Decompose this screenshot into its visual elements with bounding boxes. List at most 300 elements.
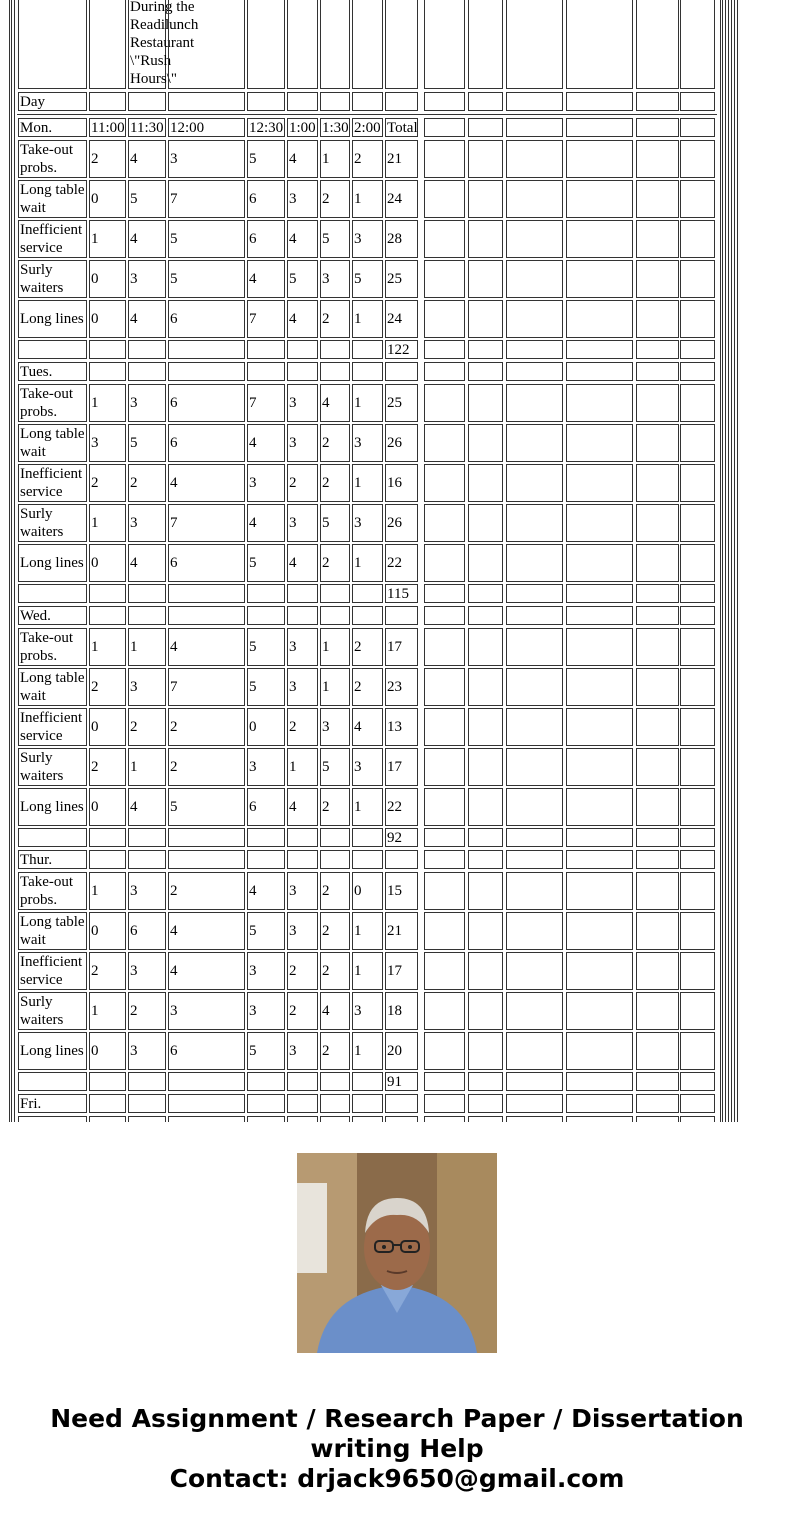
table-cell: 5	[287, 260, 318, 298]
table-cell	[352, 340, 383, 359]
table-cell: 26	[385, 424, 418, 462]
table-cell: 21	[385, 912, 418, 950]
table-cell	[89, 1094, 126, 1113]
table-cell	[320, 0, 350, 89]
table-cell: 3	[287, 424, 318, 462]
table-cell	[468, 544, 503, 582]
table-cell: 2	[352, 140, 383, 178]
table-row	[17, 464, 717, 502]
table-cell	[680, 424, 715, 462]
table-cell: 4	[168, 952, 245, 990]
table-cell: 5	[168, 788, 245, 826]
table-cell	[424, 1094, 465, 1113]
table-cell	[18, 1072, 87, 1091]
table-cell	[566, 340, 633, 359]
table-cell	[566, 424, 633, 462]
table-cell	[352, 1094, 383, 1113]
table-cell: 25	[385, 384, 418, 422]
table-cell	[424, 952, 465, 990]
table-cell	[636, 1072, 679, 1091]
table-cell: 1	[352, 788, 383, 826]
table-cell: 1	[89, 628, 126, 666]
table-cell: 3	[352, 504, 383, 542]
table-cell	[320, 828, 350, 847]
table-cell: Long table wait	[18, 424, 87, 462]
table-cell: 3	[320, 708, 350, 746]
table-cell: 5	[247, 1032, 285, 1070]
table-cell: 5	[168, 220, 245, 258]
table-cell: 5	[320, 748, 350, 786]
table-cell	[636, 92, 679, 111]
table-cell	[247, 1072, 285, 1091]
table-cell	[320, 92, 350, 111]
table-cell: 2	[287, 464, 318, 502]
table-cell: 5	[352, 260, 383, 298]
table-cell: 1:00	[287, 118, 318, 137]
table-cell	[506, 992, 563, 1030]
table-cell: 5	[247, 668, 285, 706]
table-cell: 3	[128, 504, 166, 542]
table-cell	[18, 828, 87, 847]
table-cell	[506, 584, 563, 603]
table-cell: Long lines	[18, 788, 87, 826]
table-cell	[506, 300, 563, 338]
day-label-row	[17, 92, 717, 111]
table-cell: 3	[168, 992, 245, 1030]
table-cell	[680, 260, 715, 298]
table-cell	[566, 504, 633, 542]
table-header-row	[17, 0, 717, 89]
table-cell: 25	[385, 260, 418, 298]
table-cell	[636, 748, 679, 786]
day-header-row	[17, 850, 717, 869]
table-cell: During the Readilunch Restaurant \"Rush Hours\"	[128, 0, 166, 89]
table-cell	[566, 140, 633, 178]
table-cell	[320, 850, 350, 869]
table-cell	[424, 584, 465, 603]
table-cell: 5	[320, 504, 350, 542]
table-cell	[566, 992, 633, 1030]
table-row	[17, 992, 717, 1030]
table-cell: Take-out probs.	[18, 628, 87, 666]
table-cell	[680, 584, 715, 603]
table-cell	[352, 1072, 383, 1091]
table-row	[17, 748, 717, 786]
table-cell	[680, 180, 715, 218]
table-cell	[506, 544, 563, 582]
table-cell: 5	[320, 220, 350, 258]
table-cell	[168, 92, 245, 111]
table-cell	[636, 788, 679, 826]
table-cell	[468, 1032, 503, 1070]
table-cell: 11:00	[91, 119, 125, 136]
table-cell	[287, 0, 318, 89]
table-cell: 2	[287, 952, 318, 990]
table-cell: 2	[320, 872, 350, 910]
table-cell: 11:30	[128, 118, 166, 137]
table-cell	[636, 828, 679, 847]
table-cell	[424, 1032, 465, 1070]
table-cell	[247, 1094, 285, 1113]
table-cell: 3	[247, 464, 285, 502]
table-cell: 2	[352, 628, 383, 666]
table-cell: 3	[320, 260, 350, 298]
table-cell: 2	[168, 708, 245, 746]
table-cell: Long lines	[18, 300, 87, 338]
day-total-row	[17, 584, 717, 603]
table-cell	[128, 362, 166, 381]
table-cell	[352, 828, 383, 847]
table-cell	[506, 952, 563, 990]
table-cell	[385, 850, 418, 869]
table-cell	[636, 952, 679, 990]
table-cell	[566, 0, 633, 89]
table-cell	[506, 260, 563, 298]
table-cell	[424, 0, 465, 89]
table-cell	[89, 362, 126, 381]
promo-footer	[0, 1122, 794, 1523]
table-cell	[168, 362, 245, 381]
table-cell	[636, 544, 679, 582]
table-cell: 6	[168, 544, 245, 582]
table-cell	[287, 1072, 318, 1091]
table-cell	[506, 424, 563, 462]
table-cell	[566, 850, 633, 869]
table-cell: 28	[385, 220, 418, 258]
table-cell	[168, 340, 245, 359]
table-cell	[287, 828, 318, 847]
table-cell: 18	[385, 992, 418, 1030]
table-cell	[506, 92, 563, 111]
table-cell: 6	[128, 912, 166, 950]
table-cell: 1	[128, 748, 166, 786]
table-cell	[566, 748, 633, 786]
cta-line-1: Need Assignment / Research Paper / Dissertation	[50, 1404, 744, 1433]
table-cell	[636, 628, 679, 666]
table-cell: 16	[385, 464, 418, 502]
table-cell	[385, 0, 418, 89]
table-cell	[424, 668, 465, 706]
table-cell: 2	[320, 952, 350, 990]
table-cell: 22	[385, 788, 418, 826]
table-cell	[287, 340, 318, 359]
table-cell	[680, 0, 715, 89]
table-cell	[636, 362, 679, 381]
table-cell: Mon.	[18, 118, 87, 137]
table-cell	[680, 912, 715, 950]
table-cell	[424, 1072, 465, 1091]
table-cell: Surly waiters	[18, 260, 87, 298]
table-cell: Long table wait	[18, 180, 87, 218]
table-cell: 5	[247, 912, 285, 950]
table-cell	[680, 220, 715, 258]
table-cell: 1	[287, 748, 318, 786]
table-cell: 2	[287, 708, 318, 746]
table-cell	[566, 912, 633, 950]
table-cell	[385, 362, 418, 381]
table-cell: 24	[385, 300, 418, 338]
table-cell: Surly waiters	[18, 748, 87, 786]
table-cell	[468, 584, 503, 603]
table-cell: 4	[128, 140, 166, 178]
table-cell	[680, 464, 715, 502]
table-cell	[636, 504, 679, 542]
table-row	[17, 220, 717, 258]
table-cell	[636, 708, 679, 746]
table-cell	[636, 992, 679, 1030]
table-cell	[424, 140, 465, 178]
table-cell	[506, 912, 563, 950]
table-cell: 3	[168, 140, 245, 178]
table-cell: 2	[128, 464, 166, 502]
table-cell	[168, 584, 245, 603]
table-cell	[320, 1072, 350, 1091]
table-cell	[506, 628, 563, 666]
table-cell: 15	[385, 872, 418, 910]
table-cell: Thur.	[18, 850, 87, 869]
table-cell: 6	[247, 220, 285, 258]
table-cell: Surly waiters	[18, 504, 87, 542]
table-cell	[636, 300, 679, 338]
table-cell	[506, 668, 563, 706]
table-cell: 2	[128, 992, 166, 1030]
table-cell: 3	[287, 384, 318, 422]
table-cell	[168, 850, 245, 869]
table-cell	[424, 118, 465, 137]
table-cell	[168, 828, 245, 847]
table-cell	[468, 1072, 503, 1091]
table-cell: 4	[128, 220, 166, 258]
table-cell: 3	[287, 668, 318, 706]
table-cell: 2:00	[352, 118, 383, 137]
table-cell: 2	[320, 544, 350, 582]
table-cell: 4	[287, 140, 318, 178]
table-cell	[352, 606, 383, 625]
table-cell: 0	[89, 1032, 126, 1070]
day-total-row	[17, 1072, 717, 1091]
table-cell	[468, 708, 503, 746]
table-cell	[566, 1032, 633, 1070]
table-cell	[506, 464, 563, 502]
table-cell: 2	[287, 992, 318, 1030]
table-cell	[506, 1072, 563, 1091]
table-cell	[468, 260, 503, 298]
table-cell: 4	[128, 788, 166, 826]
table-cell: 17	[385, 628, 418, 666]
table-cell: 3	[89, 424, 126, 462]
table-cell: 3	[287, 180, 318, 218]
table-cell	[636, 0, 679, 89]
table-cell	[247, 584, 285, 603]
table-cell	[287, 362, 318, 381]
table-cell	[89, 92, 126, 111]
table-cell: 3	[287, 912, 318, 950]
table-cell: 5	[128, 424, 166, 462]
table-cell	[18, 340, 87, 359]
table-cell	[89, 0, 126, 89]
table-row	[17, 544, 717, 582]
table-cell	[247, 0, 285, 89]
table-cell	[352, 0, 383, 89]
table-cell	[168, 0, 245, 89]
table-cell: 3	[287, 1032, 318, 1070]
table-cell: 4	[247, 504, 285, 542]
table-row	[17, 384, 717, 422]
table-cell	[566, 584, 633, 603]
table-cell: 5	[128, 180, 166, 218]
table-row	[17, 260, 717, 298]
table-row	[17, 708, 717, 746]
table-cell: 4	[287, 544, 318, 582]
table-cell: 7	[247, 300, 285, 338]
table-cell	[680, 340, 715, 359]
day-header-row	[17, 606, 717, 625]
table-cell: 2	[89, 952, 126, 990]
table-cell	[168, 606, 245, 625]
table-cell: 1	[320, 668, 350, 706]
table-cell: Long lines	[18, 1032, 87, 1070]
table-cell: 4	[287, 300, 318, 338]
table-cell: 1	[352, 912, 383, 950]
table-row	[17, 140, 717, 178]
table-cell	[247, 340, 285, 359]
table-cell	[636, 118, 679, 137]
table-cell: 13	[385, 708, 418, 746]
table-cell: 3	[128, 260, 166, 298]
table-cell: 3	[352, 992, 383, 1030]
table-cell	[636, 384, 679, 422]
table-cell	[424, 464, 465, 502]
table-cell: 3	[128, 1032, 166, 1070]
table-cell: 7	[168, 668, 245, 706]
table-cell	[89, 340, 126, 359]
table-cell	[680, 872, 715, 910]
table-cell	[424, 828, 465, 847]
table-cell	[566, 180, 633, 218]
table-cell	[636, 180, 679, 218]
table-cell	[506, 118, 563, 137]
table-cell	[287, 606, 318, 625]
table-cell	[168, 1072, 245, 1091]
table-cell: 2	[320, 1032, 350, 1070]
table-cell: 23	[385, 668, 418, 706]
table-cell	[566, 828, 633, 847]
table-cell: 1	[352, 300, 383, 338]
table-cell	[636, 220, 679, 258]
table-cell	[320, 584, 350, 603]
table-cell	[247, 92, 285, 111]
table-cell	[566, 668, 633, 706]
table-cell	[636, 606, 679, 625]
table-cell: 12:30	[249, 119, 284, 136]
table-row	[17, 788, 717, 826]
table-cell: 91	[385, 1072, 418, 1091]
table-cell	[506, 708, 563, 746]
table-cell	[352, 92, 383, 111]
table-cell: Long table wait	[18, 912, 87, 950]
table-row	[17, 952, 717, 990]
table-cell	[468, 220, 503, 258]
table-cell	[89, 828, 126, 847]
table-cell	[287, 92, 318, 111]
table-cell: 24	[385, 180, 418, 218]
table-cell	[506, 828, 563, 847]
table-cell	[506, 1032, 563, 1070]
table-cell: Inefficient service	[18, 464, 87, 502]
table-cell: Tues.	[18, 362, 87, 381]
table-cell: 0	[89, 300, 126, 338]
table-cell: 92	[385, 828, 418, 847]
table-cell: 6	[168, 1032, 245, 1070]
table-cell	[352, 362, 383, 381]
table-cell	[320, 1094, 350, 1113]
table-cell	[320, 362, 350, 381]
table-cell: 7	[168, 180, 245, 218]
table-cell: 0	[89, 260, 126, 298]
table-cell: Surly waiters	[18, 992, 87, 1030]
table-cell: Total	[387, 119, 418, 136]
table-cell: 2	[320, 300, 350, 338]
day-header-row	[17, 1094, 717, 1113]
table-cell	[424, 180, 465, 218]
table-cell	[468, 180, 503, 218]
table-cell: 26	[385, 504, 418, 542]
table-cell	[566, 118, 633, 137]
table-cell: 2	[89, 140, 126, 178]
table-row	[17, 872, 717, 910]
table-cell	[636, 1032, 679, 1070]
table-cell: Take-out probs.	[18, 872, 87, 910]
table-cell	[424, 340, 465, 359]
table-cell: 3	[128, 384, 166, 422]
table-cell	[636, 584, 679, 603]
table-cell	[636, 424, 679, 462]
table-cell	[566, 1094, 633, 1113]
table-cell	[566, 300, 633, 338]
table-cell: 122	[385, 340, 418, 359]
table-cell	[89, 606, 126, 625]
table-cell	[18, 0, 87, 89]
table-cell: 1	[89, 504, 126, 542]
table-cell	[636, 912, 679, 950]
table-cell	[320, 606, 350, 625]
table-cell	[320, 340, 350, 359]
table-cell	[680, 628, 715, 666]
table-cell: Inefficient service	[18, 708, 87, 746]
table-cell	[566, 92, 633, 111]
table-cell	[128, 92, 166, 111]
table-cell	[680, 92, 715, 111]
table-cell: 6	[168, 300, 245, 338]
table-cell: 0	[89, 912, 126, 950]
table-cell	[468, 362, 503, 381]
table-cell: 7	[168, 504, 245, 542]
table-cell: 2	[320, 788, 350, 826]
table-cell	[385, 92, 418, 111]
table-cell: 4	[247, 424, 285, 462]
table-cell: 2	[320, 912, 350, 950]
table-cell	[128, 1072, 166, 1091]
table-cell: 1	[352, 464, 383, 502]
table-cell: 4	[168, 464, 245, 502]
table-cell: 5	[247, 140, 285, 178]
table-cell	[128, 828, 166, 847]
table-cell	[680, 1094, 715, 1113]
table-row	[17, 180, 717, 218]
table-cell	[128, 1094, 166, 1113]
table-cell	[468, 464, 503, 502]
table-row	[17, 628, 717, 666]
